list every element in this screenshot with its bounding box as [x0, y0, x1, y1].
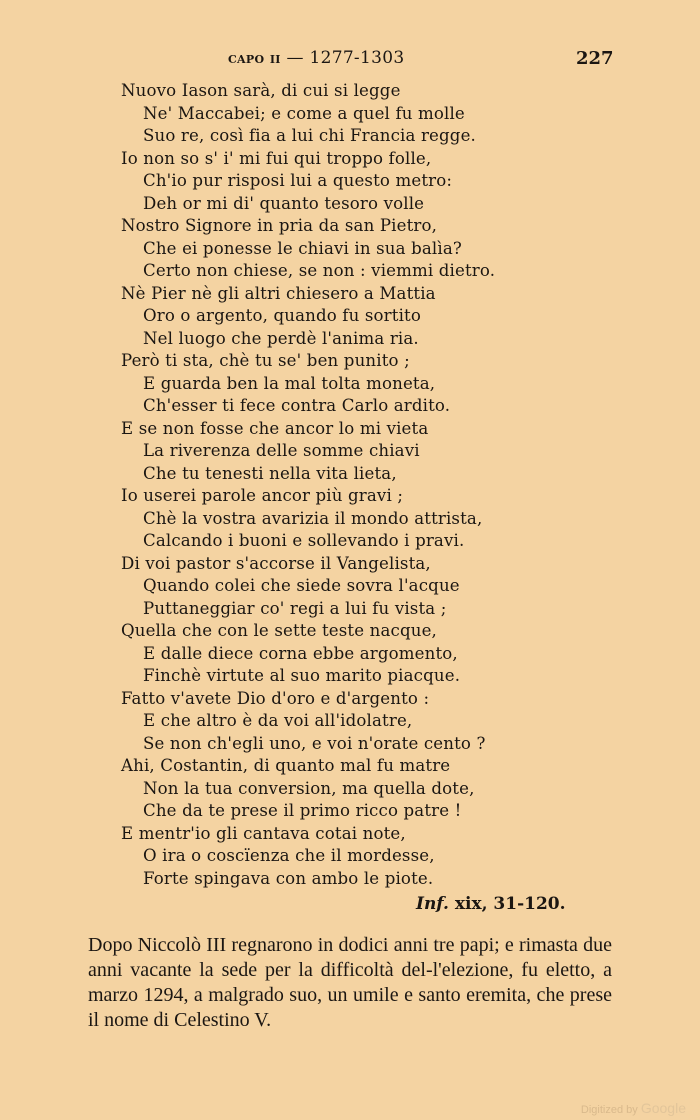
verse-line: Però ti sta, chè tu se' ben punito ;: [121, 351, 410, 370]
running-title: [228, 48, 404, 68]
page-header: [0, 48, 700, 78]
verse-line: E dalle diece corna ebbe argomento,: [143, 643, 458, 663]
verse-line: E che altro è da voi all'idolatre,: [143, 711, 413, 730]
watermark-brand: Google: [640, 1100, 686, 1116]
verse-line: Ch'io pur risposi lui a questo metro:: [143, 171, 453, 190]
prose-paragraph: Dopo Niccolò III regnarono in dodici anni tre papi; e rimasta due anni vacante la sede per la difficoltà del-l'elezione, fu eletto, a marzo 1294, a malgrado suo, un umile e santo eremita, che prese il nome di Celestino V.: [88, 934, 612, 1031]
verse-line: Non la tua conversion, ma quella dote,: [143, 778, 475, 798]
verse-line: Nuovo Iason sarà, di cui si legge: [121, 81, 401, 100]
citation: [416, 894, 566, 914]
verse-line: Nel luogo che perdè l'anima ria.: [143, 328, 419, 348]
verse-line: Oro o argento, quando fu sortito: [143, 306, 421, 325]
citation-reference: xix, 31-120.: [448, 894, 566, 914]
verse-line: Suo re, così fia a lui chi Francia regge.: [143, 126, 476, 145]
citation-work: Inf.: [416, 894, 449, 914]
verse-line: E se non fosse che ancor lo mi vieta: [121, 418, 429, 438]
verse-line: Chè la vostra avarizia il mondo attrista,: [143, 508, 483, 528]
page-number: 227: [576, 48, 614, 69]
verse-line: Ch'esser ti fece contra Carlo ardito.: [143, 396, 451, 415]
verse-line: Fatto v'avete Dio d'oro e d'argento :: [121, 688, 430, 708]
verse-line: Quella che con le sette teste nacque,: [121, 621, 437, 640]
running-title-caps: capo ii: [228, 49, 281, 67]
verse-line: Deh or mi di' quanto tesoro volle: [143, 193, 425, 213]
verse-line: Puttaneggiar co' regi a lui fu vista ;: [143, 598, 447, 618]
verse-line: E guarda ben la mal tolta moneta,: [143, 373, 436, 393]
verse-line: Nostro Signore in pria da san Pietro,: [121, 216, 438, 235]
verse-line: O ira o coscïenza che il mordesse,: [143, 846, 435, 865]
running-title-years: — 1277-1303: [280, 48, 405, 68]
verse-line: La riverenza delle somme chiavi: [143, 441, 420, 460]
verse-line: Certo non chiese, se non : viemmi dietro.: [143, 261, 496, 280]
verse-line: Quando colei che siede sovra l'acque: [143, 576, 460, 595]
verse-line: Ahi, Costantin, di quanto mal fu matre: [121, 756, 451, 775]
verse-line: Che da te prese il primo ricco patre !: [143, 801, 462, 820]
verse-line: Nè Pier nè gli altri chiesero a Mattia: [121, 283, 436, 303]
digitization-watermark: [581, 1100, 686, 1116]
verse-line: Ne' Maccabei; e come a quel fu molle: [143, 103, 465, 123]
verse-line: Io non so s' i' mi fui qui troppo folle,: [121, 148, 432, 168]
verse-line: Forte spingava con ambo le piote.: [143, 868, 434, 888]
verse-line: Se non ch'egli uno, e voi n'orate cento ?: [143, 733, 486, 753]
verse-line: Calcando i buoni e sollevando i pravi.: [143, 531, 465, 550]
verse-line: Finchè virtute al suo marito piacque.: [143, 666, 461, 685]
verse-line: Che tu tenesti nella vita lieta,: [143, 463, 397, 483]
verse-line: Io userei parole ancor più gravi ;: [121, 486, 404, 505]
verse-line: Di voi pastor s'accorse il Vangelista,: [121, 553, 431, 573]
verse-line: Che ei ponesse le chiavi in sua balìa?: [143, 238, 462, 258]
verse-line: E mentr'io gli cantava cotai note,: [121, 823, 406, 843]
watermark-prefix: Digitized by: [580, 1104, 638, 1116]
